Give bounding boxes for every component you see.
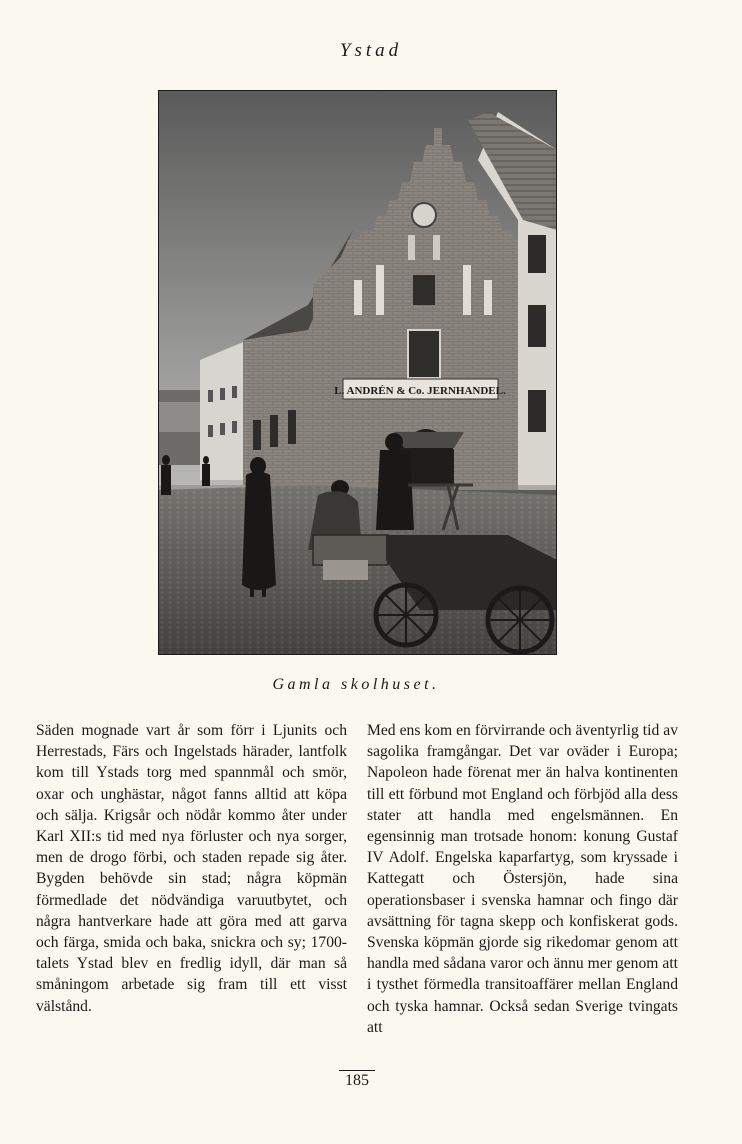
paragraph-left: Säden mognade vart år som förr i Ljunits och Herrestads, Färs och Ingelstads härader, lantfolk kom till Ystads torg med spannmål och smör, oxar och unghästar, något fanns alltid att köpa och sälja. Krigsår och nödår kommo åter under Karl XII:s tid med nya förluster och nya sorger, men de drogo förbi, och staden repade sig åter. Bygden behövde sin stad; några köpmän förmedlade det nödvändiga varuutbytet, och några hantverkare hade att göra med att garva och färga, smida och baka, snickra och sy; 1700-talets Ystad blev en fredlig idyll, där man så småningom arbetade sig fram till ett visst välstånd. — [36, 722, 347, 1015]
paragraph-right: Med ens kom en förvirrande och äventyrlig tid av sagolika framgångar. Det var oväder i Europa; Napoleon hade förenat mer än halva kontinenten till ett förbund mot England och förbjöd alla dess stater att handla med engelsmännen. En egensinnig man trotsade honom: konung Gustaf IV Adolf. Engelska kaparfartyg, som kryssade i Kattegatt och Östersjön, hade sina operationsbaser i svenska hamnar och fingo där avsättning för tagna skepp och konfiskerat gods. Svenska köpmän gjorde sig rikedomar genom att handla med sådana varor och ännu mer genom att i tysthet förmedla transitoaffärer mellan England och tyska hamnar. Också sedan Sverige tvingats att — [367, 722, 678, 1036]
photo-illustration — [158, 90, 557, 655]
running-head: Ystad — [339, 40, 403, 61]
page-number: 185 — [339, 1070, 375, 1090]
photograph-old-schoolhouse — [158, 90, 557, 655]
shop-sign: L. ANDRÉN & Co. JERNHANDEL. — [334, 385, 506, 397]
photo-caption: Gamla skolhuset. — [272, 676, 440, 693]
text-column-left — [36, 720, 347, 1017]
text-column-right — [367, 720, 678, 1038]
